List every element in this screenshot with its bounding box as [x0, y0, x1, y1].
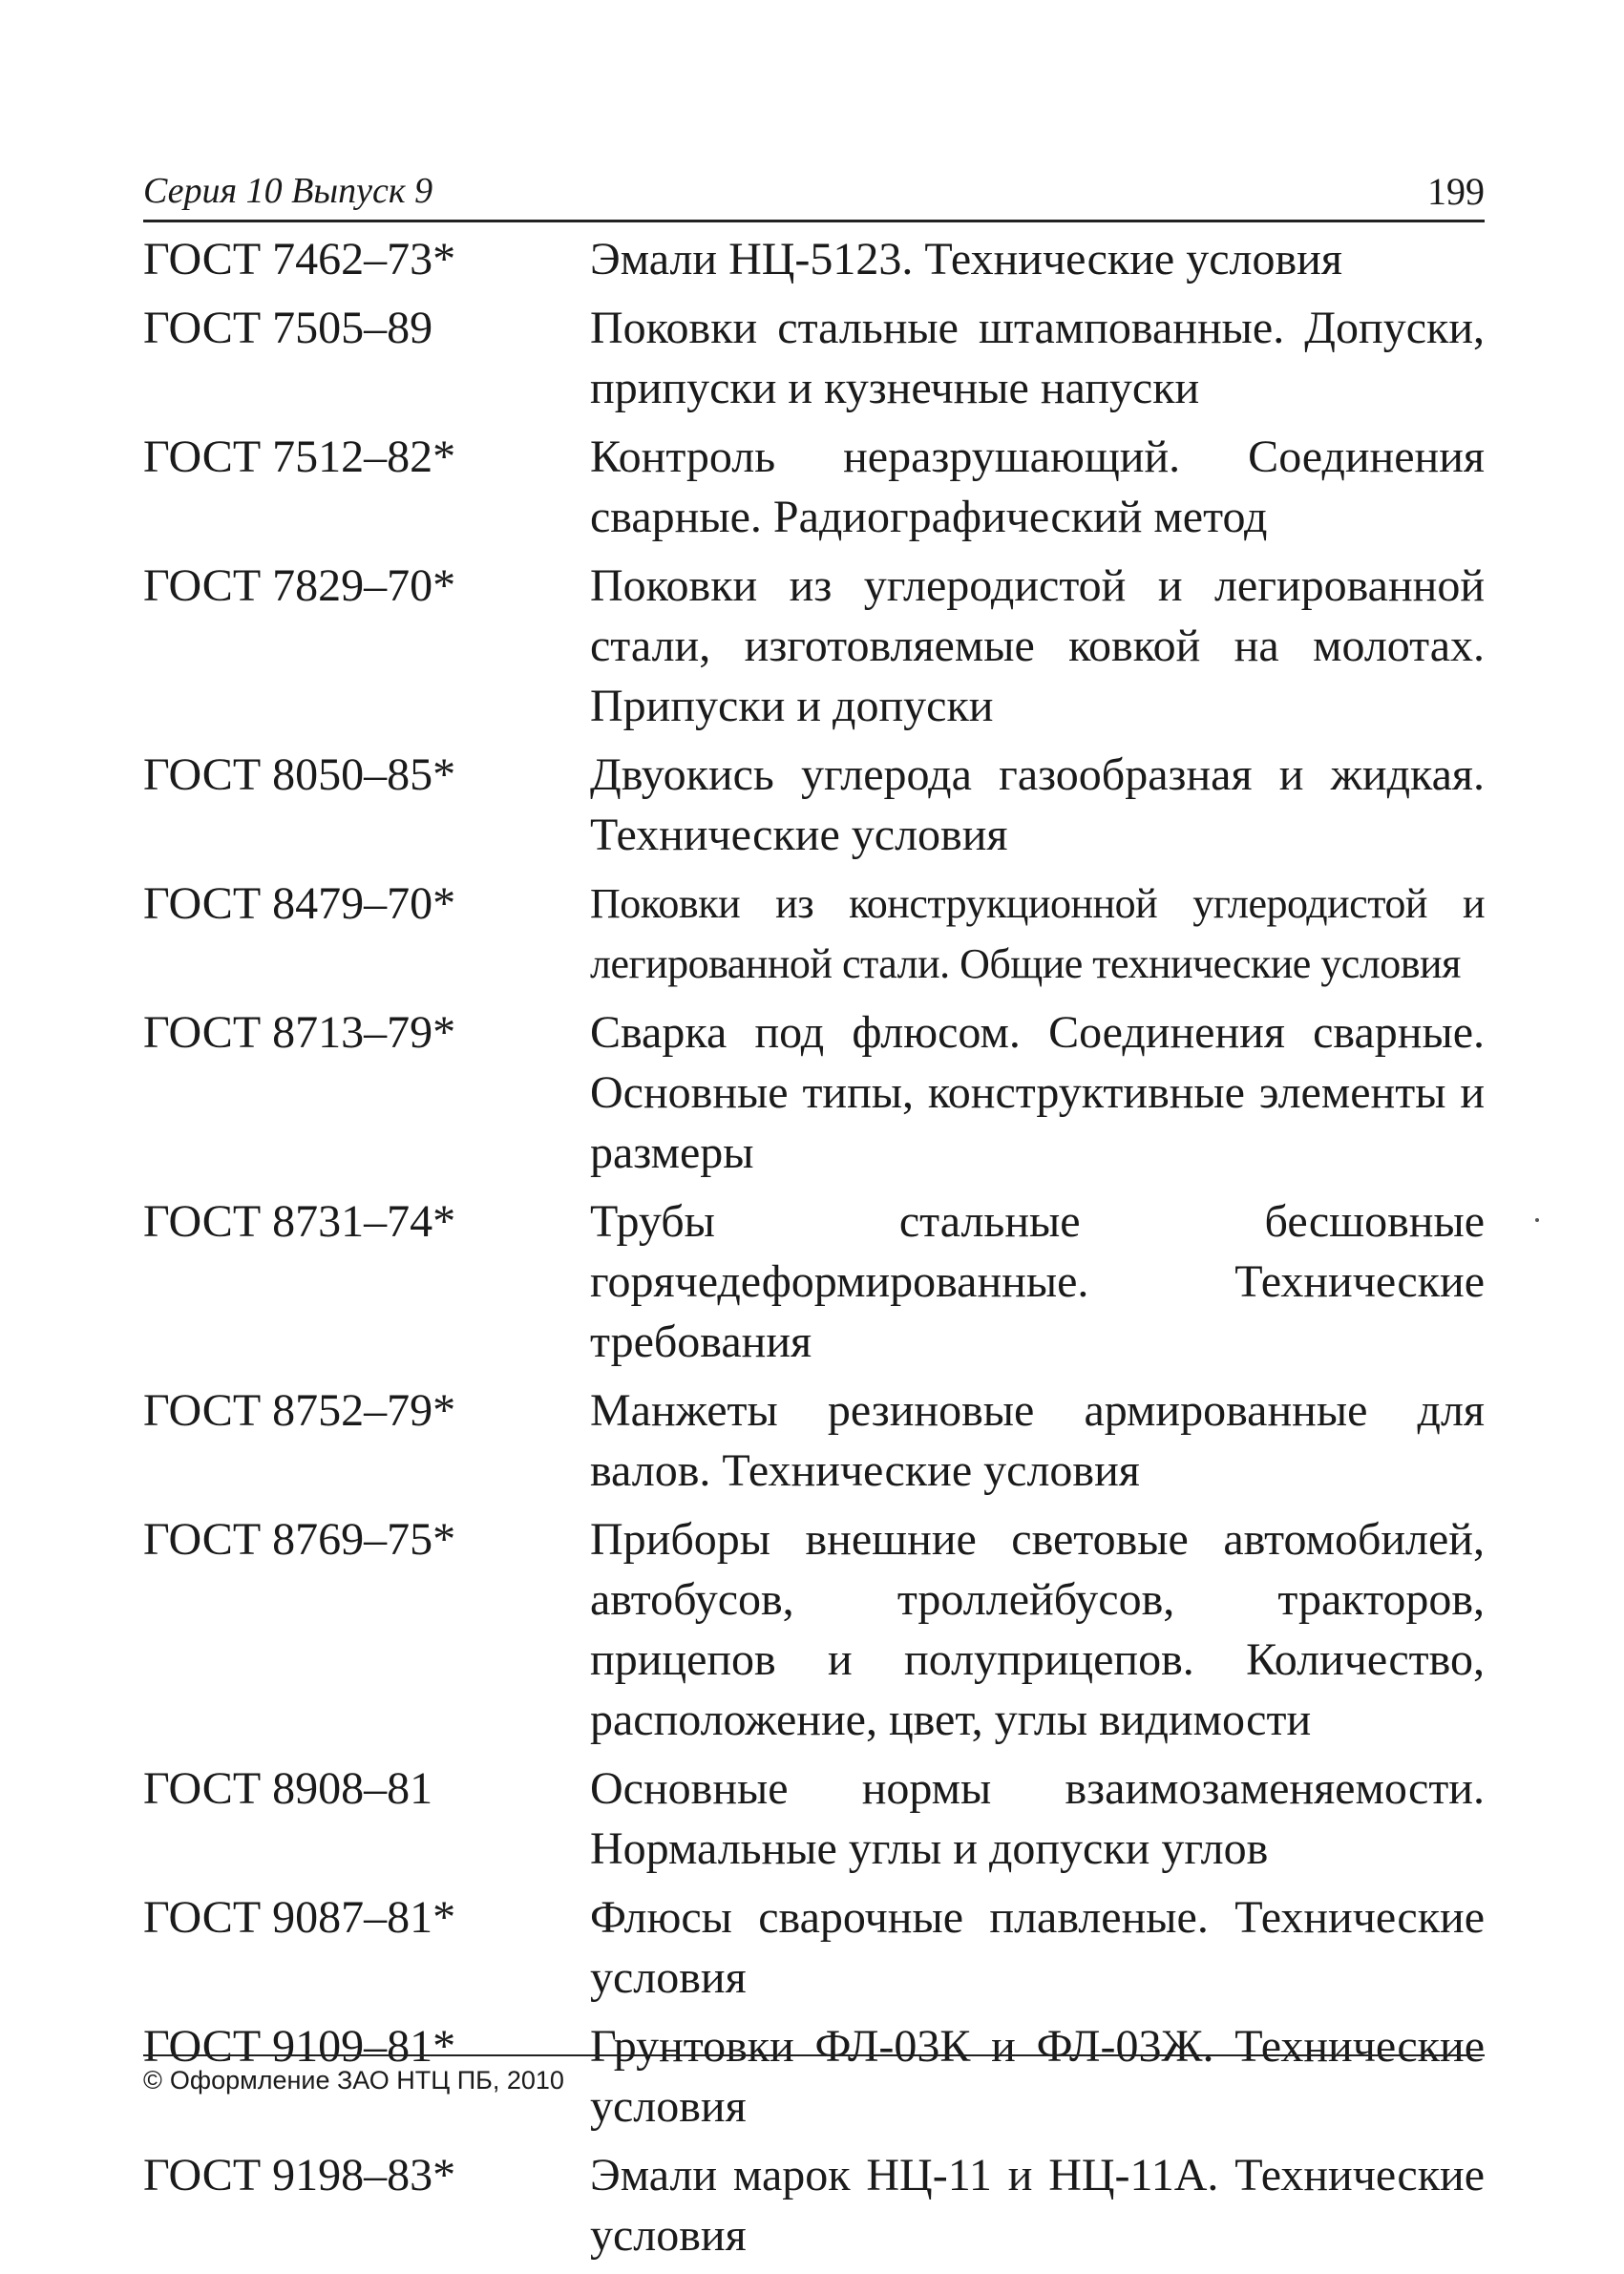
- standard-code: ГОСТ 8050–85*: [143, 749, 456, 800]
- standard-code: ГОСТ 8731–74*: [143, 1196, 456, 1247]
- footer-text: Оформление ЗАО НТЦ ПБ, 2010: [169, 2066, 564, 2095]
- standard-title: Флюсы сварочные плавленые. Технические условия: [590, 1892, 1485, 2003]
- standard-title: Эмали марок НЦ-11 и НЦ-11А. Технические условия: [590, 2150, 1485, 2261]
- standard-title: Грунтовки ФЛ-03К и ФЛ-03Ж. Технические условия: [590, 2021, 1485, 2132]
- list-item: [143, 427, 1485, 547]
- copyright-icon: ©: [143, 2066, 162, 2095]
- list-item: [143, 229, 1485, 289]
- standard-code: ГОСТ 9198–83*: [143, 2150, 456, 2200]
- standards-list: [143, 229, 1485, 2274]
- standard-code: ГОСТ 8479–70*: [143, 878, 456, 929]
- standard-code: ГОСТ 7512–82*: [143, 432, 456, 482]
- standard-title: Поковки стальные штампованные. Допуски, припуски и кузнечные напуски: [590, 303, 1485, 413]
- standard-title: Основные нормы взаимозаменяемости. Нормальные углы и допуски углов: [590, 1763, 1485, 1874]
- standard-title: Двуокись углерода газообразная и жидкая. Технические условия: [590, 749, 1485, 860]
- standard-code: ГОСТ 7462–73*: [143, 234, 456, 284]
- page-footer: [143, 2054, 1485, 2095]
- series-label: Серия 10 Выпуск 9: [143, 171, 433, 211]
- list-item: [143, 745, 1485, 865]
- standard-title: Сварка под флюсом. Соединения сварные. Основные типы, конструктивные элементы и размеры: [590, 1007, 1485, 1178]
- list-item: [143, 1887, 1485, 2008]
- standard-code: ГОСТ 9087–81*: [143, 1892, 456, 1943]
- standard-code: ГОСТ 8713–79*: [143, 1007, 456, 1058]
- page-number: 199: [1427, 170, 1485, 213]
- standard-title: Эмали НЦ-5123. Технические условия: [590, 234, 1342, 284]
- standard-code: ГОСТ 7505–89: [143, 303, 433, 353]
- standard-code: ГОСТ 8752–79*: [143, 1385, 456, 1436]
- list-item: [143, 2145, 1485, 2265]
- standard-title: Контроль неразрушающий. Соединения сварные. Радиографический метод: [590, 432, 1485, 542]
- standard-code: ГОСТ 8908–81: [143, 1763, 433, 1814]
- list-item: [143, 1758, 1485, 1879]
- list-item: [143, 556, 1485, 736]
- standard-title: Приборы внешние световые автомобилей, автобусов, троллейбусов, тракторов, прицепов и полуприцепов. Количество, расположение, цвет, углы видимости: [590, 1514, 1485, 1745]
- standard-title: Трубы стальные бесшовные горячедеформированные. Технические требования: [590, 1196, 1485, 1367]
- standard-code: ГОСТ 9109–81*: [143, 2021, 456, 2072]
- standard-title: Поковки из углеродистой и легированной стали, изготовляемые ковкой на молотах. Припуски и допуски: [590, 560, 1485, 731]
- scan-speck: [1535, 1218, 1539, 1222]
- standard-title: Манжеты резиновые армированные для валов. Технические условия: [590, 1385, 1485, 1496]
- page-header: [143, 160, 1485, 222]
- list-item: [143, 874, 1485, 994]
- list-item: [143, 1002, 1485, 1183]
- list-item: [143, 1191, 1485, 1372]
- list-item: [143, 1509, 1485, 1750]
- list-item: [143, 298, 1485, 418]
- standard-code: ГОСТ 7829–70*: [143, 560, 456, 611]
- standard-title: Поковки из конструкционной углеродистой и легированной стали. Общие технические условия: [590, 880, 1485, 987]
- list-item: [143, 1380, 1485, 1501]
- standard-code: ГОСТ 8769–75*: [143, 1514, 456, 1565]
